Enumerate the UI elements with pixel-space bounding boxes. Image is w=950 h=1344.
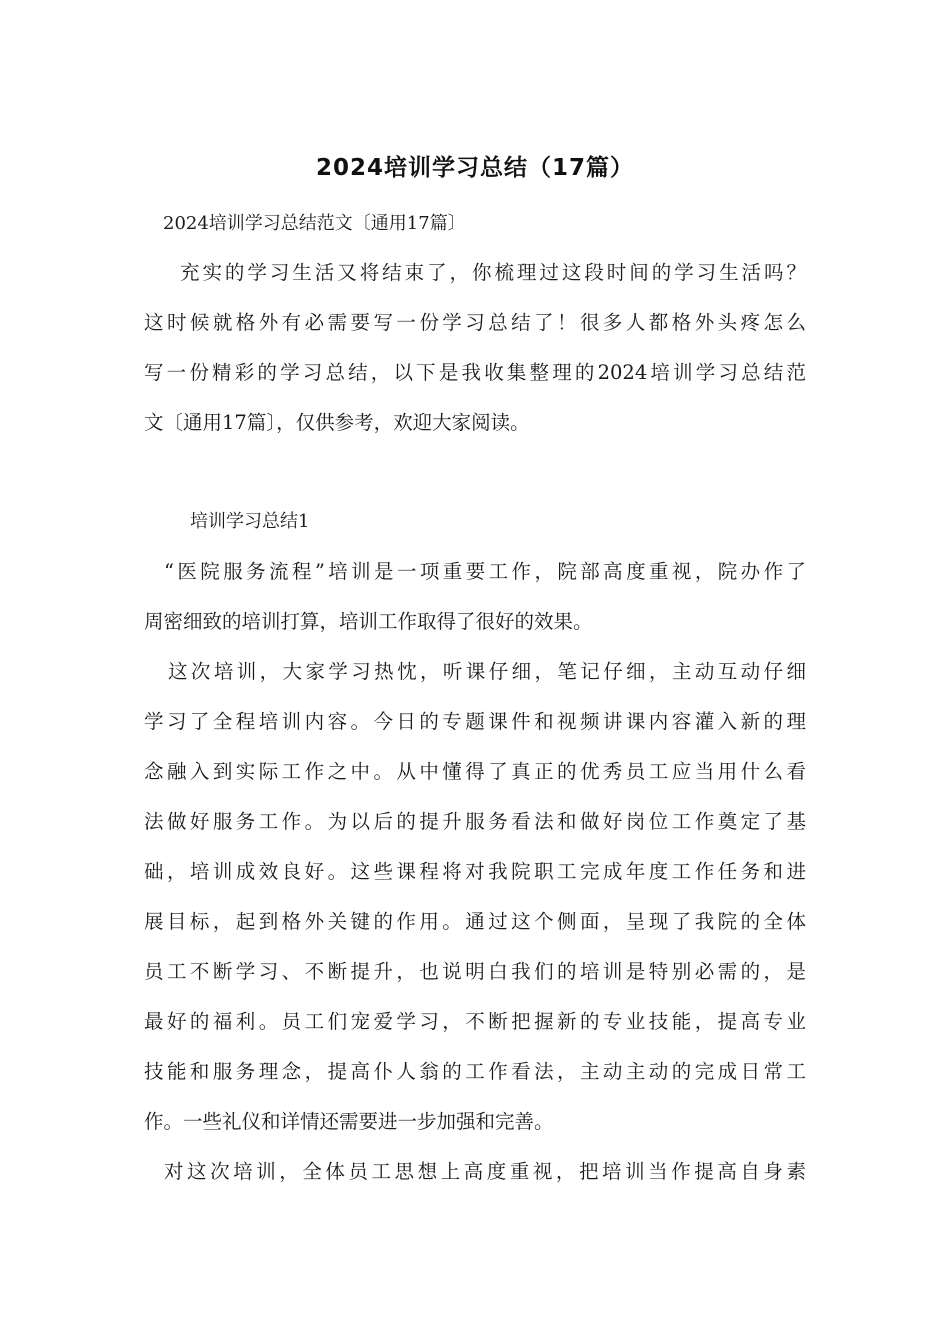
paragraph-2 bbox=[144, 657, 806, 1157]
paragraph-line: 念融入到实际工作之中。从中懂得了真正的优秀员工应当用什么看 bbox=[144, 760, 806, 783]
section-heading: 培训学习总结1 bbox=[190, 511, 310, 532]
intro-line: 充实的学习生活又将结束了，你梳理过这段时间的学习生活吗？ bbox=[180, 261, 806, 284]
paragraph-line: 最好的福利。员工们宠爱学习，不断把握新的专业技能，提高专业 bbox=[144, 1010, 806, 1033]
paragraph-line: 技能和服务理念，提高仆人翁的工作看法，主动主动的完成日常工 bbox=[144, 1060, 806, 1083]
intro-line: 文〔通用17篇〕，仅供参考，欢迎大家阅读。 bbox=[144, 411, 530, 434]
intro-paragraph bbox=[144, 258, 806, 458]
paragraph-line: 周密细致的培训打算，培训工作取得了很好的效果。 bbox=[144, 610, 593, 633]
paragraph-line: 学习了全程培训内容。今日的专题课件和视频讲课内容灌入新的理 bbox=[144, 710, 806, 733]
paragraph-line: 对这次培训，全体员工思想上高度重视，把培训当作提高自身素 bbox=[164, 1160, 806, 1183]
paragraph-line: 法做好服务工作。为以后的提升服务看法和做好岗位工作奠定了基 bbox=[144, 810, 806, 833]
paragraph-line: 作。一些礼仪和详情还需要进一步加强和完善。 bbox=[144, 1110, 554, 1133]
paragraph-line: 展目标，起到格外关键的作用。通过这个侧面，呈现了我院的全体 bbox=[144, 910, 806, 933]
document-subtitle: 2024培训学习总结范文〔通用17篇〕 bbox=[163, 213, 466, 234]
intro-line: 这时候就格外有必需要写一份学习总结了！很多人都格外头疼怎么 bbox=[144, 311, 806, 334]
paragraph-line: 这次培训，大家学习热忱，听课仔细，笔记仔细，主动互动仔细 bbox=[168, 660, 806, 683]
paragraph-1 bbox=[144, 557, 806, 657]
paragraph-line: 础，培训成效良好。这些课程将对我院职工完成年度工作任务和进 bbox=[144, 860, 806, 883]
intro-line: 写一份精彩的学习总结，以下是我收集整理的2024培训学习总结范 bbox=[144, 361, 806, 384]
paragraph-3 bbox=[144, 1157, 806, 1207]
paragraph-line: 员工不断学习、不断提升，也说明白我们的培训是特别必需的，是 bbox=[144, 960, 806, 983]
document-title: 2024培训学习总结（17篇） bbox=[315, 155, 635, 181]
paragraph-line: “医院服务流程”培训是一项重要工作，院部高度重视，院办作了 bbox=[164, 560, 806, 583]
